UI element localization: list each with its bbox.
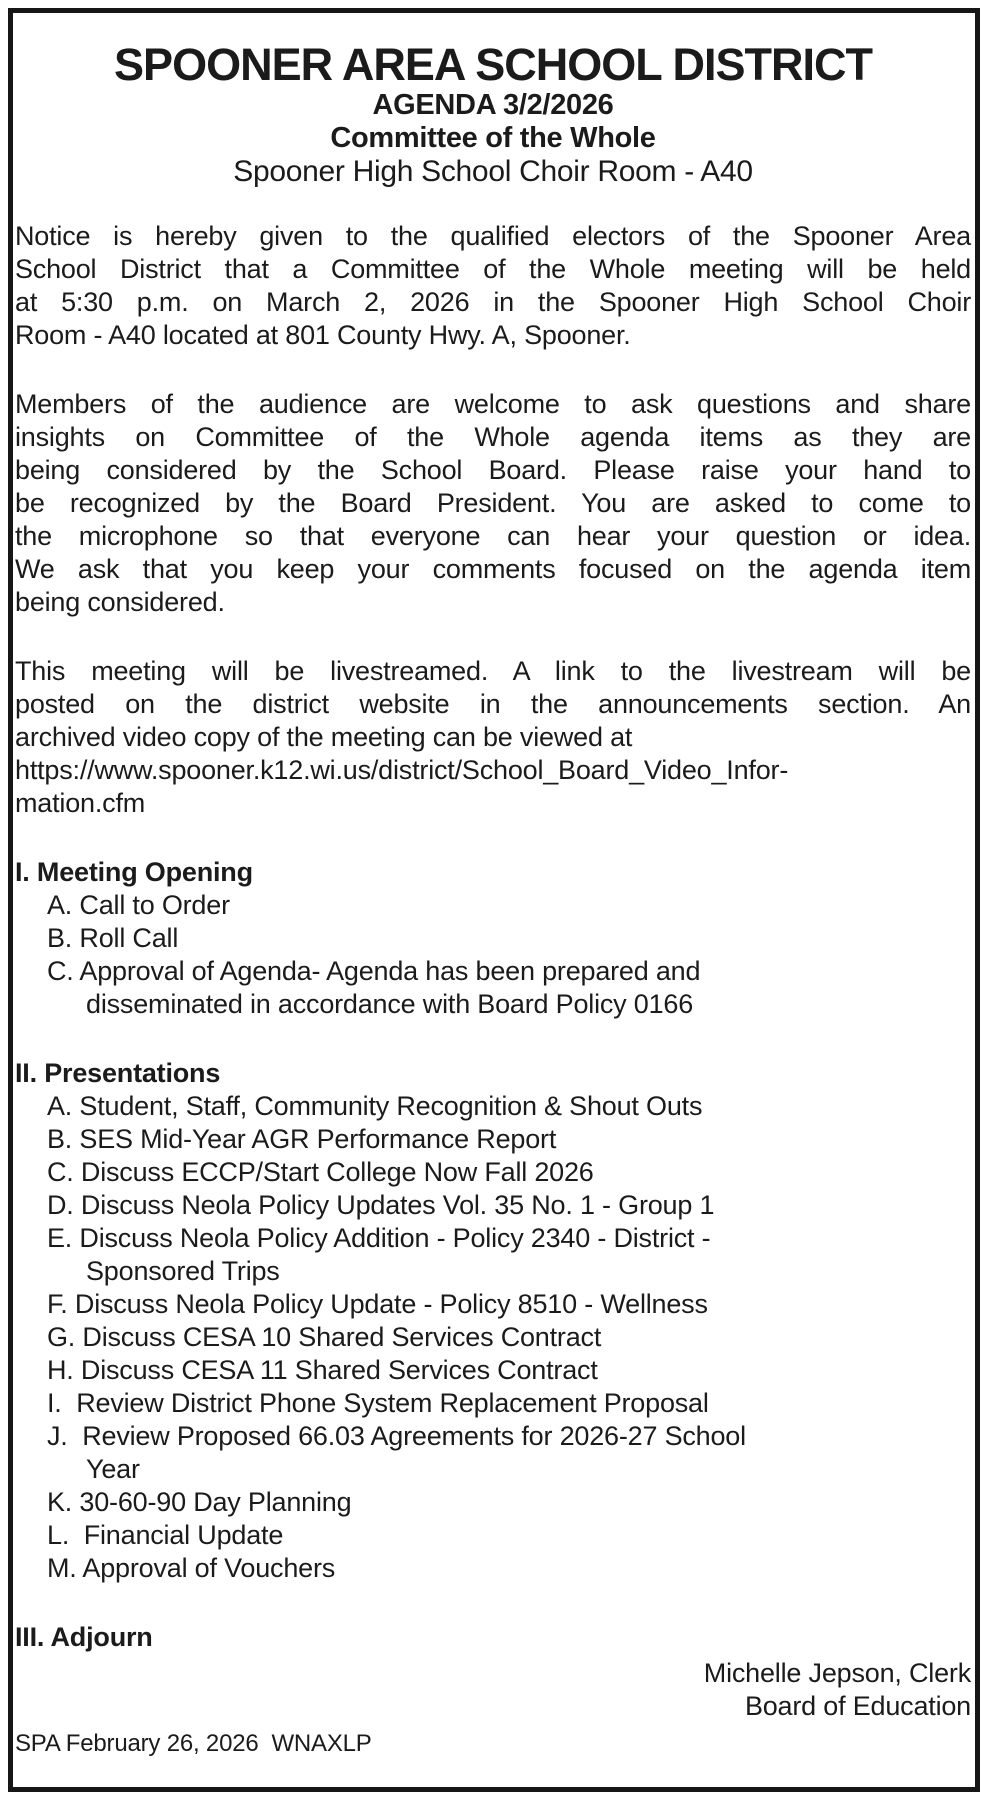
text-line: We ask that you keep your comments focused on the agenda item (15, 554, 971, 584)
text-line: the microphone so that everyone can hear your question or idea. (15, 521, 971, 551)
board-name: Board of Education (744, 1691, 971, 1721)
agenda-item: L. Financial Update (47, 1520, 284, 1550)
section-meeting-opening (15, 856, 971, 1021)
section-heading: I. Meeting Opening (15, 857, 253, 887)
agenda-item: C. Approval of Agenda- Agenda has been prepared and (47, 956, 701, 986)
agenda-item: I. Review District Phone System Replacement Proposal (47, 1388, 709, 1418)
agenda-item: K. 30-60-90 Day Planning (47, 1487, 352, 1517)
agenda-item: B. SES Mid-Year AGR Performance Report (47, 1124, 557, 1154)
agenda-item-continuation: disseminated in accordance with Board Policy 0166 (86, 989, 694, 1019)
section-heading: III. Adjourn (15, 1622, 153, 1652)
agenda-item: A. Call to Order (47, 890, 230, 920)
section-presentations (15, 1057, 971, 1585)
page-title: SPOONER AREA SCHOOL DISTRICT (114, 39, 872, 90)
text-line: Room - A40 located at 801 County Hwy. A, Spooner. (15, 320, 631, 350)
agenda-item: J. Review Proposed 66.03 Agreements for 2026-27 School (47, 1421, 746, 1451)
agenda-date-line: AGENDA 3/2/2026 (372, 89, 614, 121)
text-line: This meeting will be livestreamed. A link to the livestream will be (15, 656, 971, 686)
agenda-item: C. Discuss ECCP/Start College Now Fall 2026 (47, 1157, 594, 1187)
agenda-item: H. Discuss CESA 11 Shared Services Contract (47, 1355, 598, 1385)
livestream-url: https://www.spooner.k12.wi.us/district/School_Board_Video_Infor- (15, 755, 789, 785)
text-line: being considered by the School Board. Please raise your hand to (15, 455, 971, 485)
agenda-item: D. Discuss Neola Policy Updates Vol. 35 No. 1 - Group 1 (47, 1190, 715, 1220)
text-line: posted on the district website in the announcements section. An (15, 689, 971, 719)
agenda-item: A. Student, Staff, Community Recognition & Shout Outs (47, 1091, 703, 1121)
text-line: Members of the audience are welcome to ask questions and share (15, 389, 971, 419)
text-line: being considered. (15, 587, 225, 617)
livestream-url-continuation: mation.cfm (15, 788, 146, 818)
committee-name: Committee of the Whole (330, 122, 656, 154)
text-line: be recognized by the Board President. You are asked to come to (15, 488, 971, 518)
text-line: insights on Committee of the Whole agenda items as they are (15, 422, 971, 452)
clerk-signature: Michelle Jepson, Clerk (703, 1658, 971, 1688)
section-heading: II. Presentations (15, 1058, 221, 1088)
agenda-item: G. Discuss CESA 10 Shared Services Contract (47, 1322, 602, 1352)
text-line: School District that a Committee of the Whole meeting will be held (15, 254, 971, 284)
meeting-location: Spooner High School Choir Room - A40 (233, 155, 753, 188)
agenda-item: E. Discuss Neola Policy Addition - Policy 2340 - District - (47, 1223, 711, 1253)
notice-paragraph (15, 220, 971, 352)
signature-block (15, 1657, 971, 1723)
agenda-item: F. Discuss Neola Policy Update - Policy 8510 - Wellness (47, 1289, 708, 1319)
agenda-item-continuation: Year (86, 1454, 140, 1484)
publication-line: SPA February 26, 2026 WNAXLP (15, 1730, 372, 1757)
livestream-paragraph (15, 655, 971, 820)
agenda-item-continuation: Sponsored Trips (86, 1256, 280, 1286)
audience-paragraph (15, 388, 971, 619)
text-line: at 5:30 p.m. on March 2, 2026 in the Spooner High School Choir (15, 287, 971, 317)
text-line: archived video copy of the meeting can be viewed at (15, 722, 633, 752)
agenda-item: B. Roll Call (47, 923, 179, 953)
agenda-item: M. Approval of Vouchers (47, 1553, 336, 1583)
notice-frame (8, 8, 980, 1792)
text-line: Notice is hereby given to the qualified electors of the Spooner Area (15, 221, 971, 251)
section-adjourn (15, 1621, 971, 1654)
